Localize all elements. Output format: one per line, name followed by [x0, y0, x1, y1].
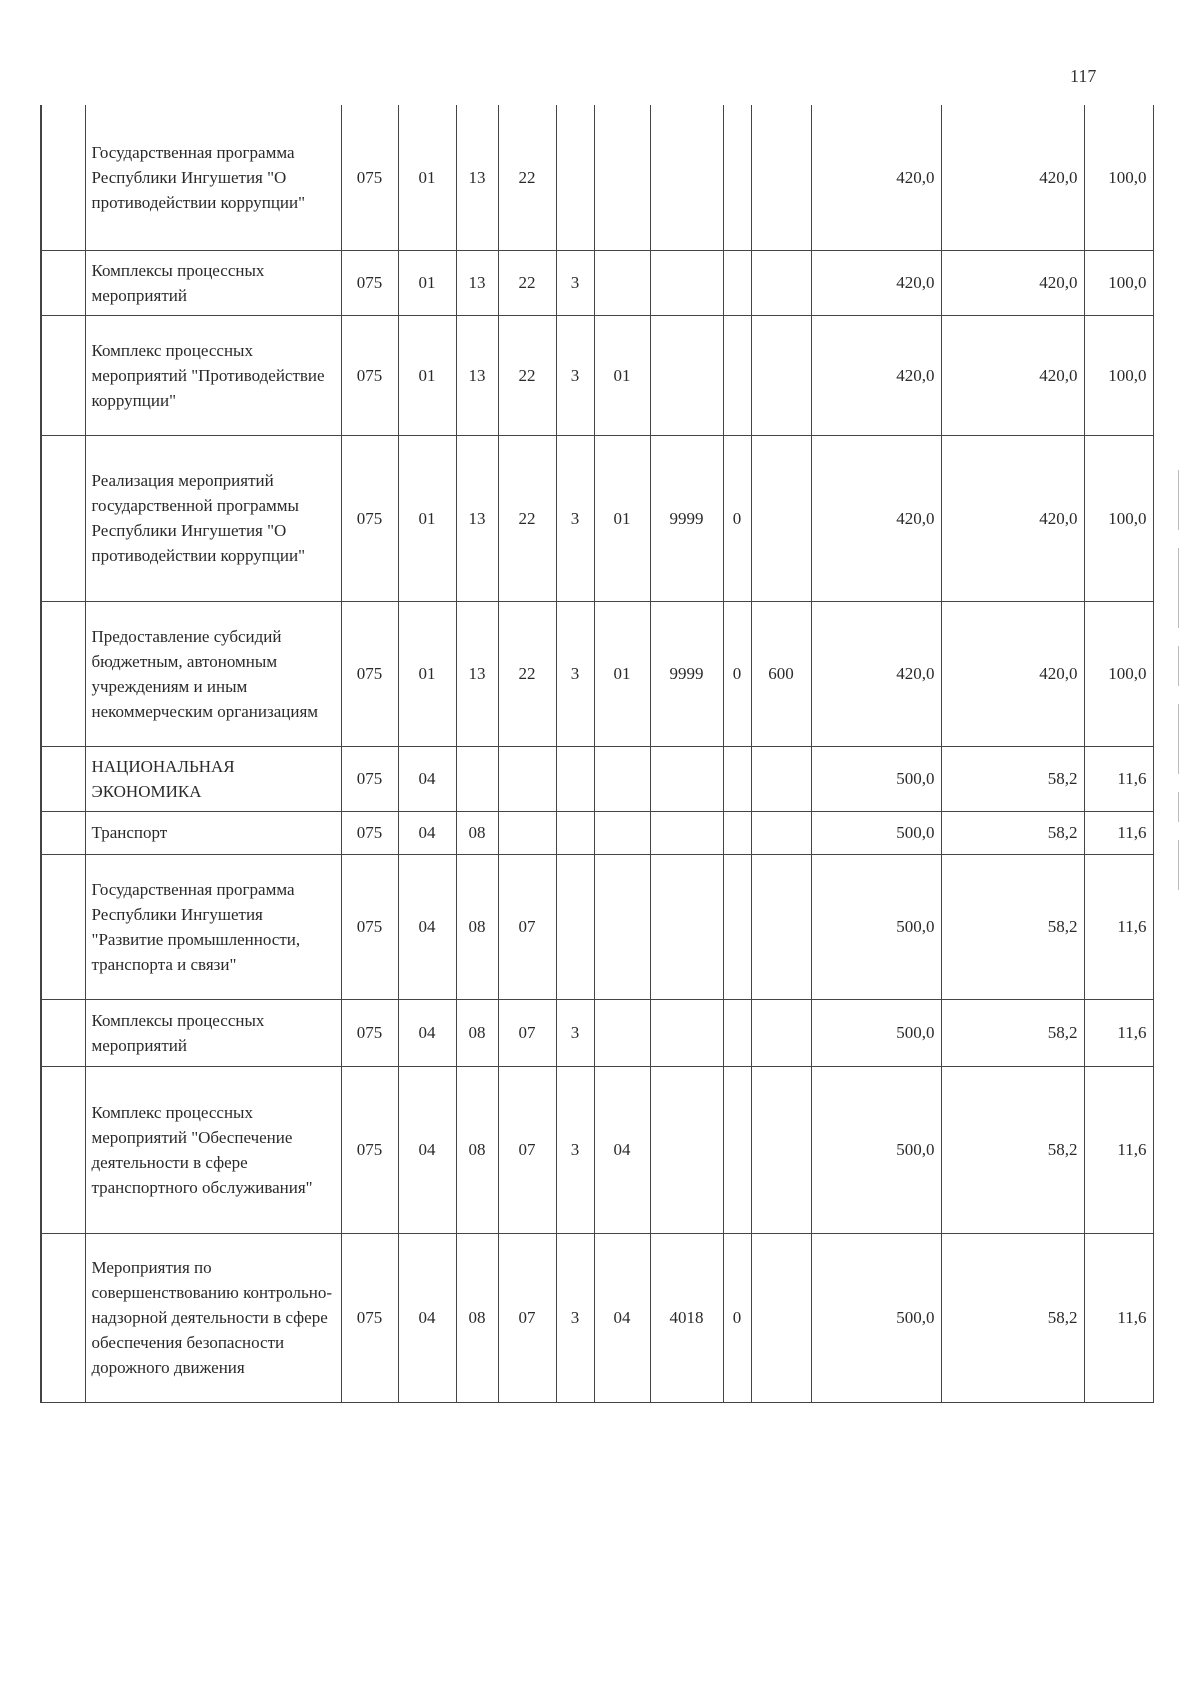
percent-executed: 100,0 [1084, 315, 1153, 435]
code-rz: 04 [398, 1066, 456, 1233]
code-napr [650, 854, 723, 999]
code-prog: 07 [498, 1233, 556, 1402]
code-napr: 9999 [650, 601, 723, 746]
amount-fact: 58,2 [941, 999, 1084, 1066]
amount-fact: 420,0 [941, 250, 1084, 315]
code-napr: 4018 [650, 1233, 723, 1402]
code-pr: 08 [456, 1233, 498, 1402]
code-pr: 13 [456, 315, 498, 435]
code-k [723, 315, 751, 435]
code-prog: 22 [498, 601, 556, 746]
code-osn [594, 811, 650, 854]
code-rz: 04 [398, 999, 456, 1066]
code-napr [650, 105, 723, 250]
code-k [723, 999, 751, 1066]
amount-fact: 420,0 [941, 315, 1084, 435]
table-row [41, 435, 1153, 601]
amount-plan: 500,0 [811, 811, 941, 854]
code-rz: 01 [398, 250, 456, 315]
code-osn [594, 105, 650, 250]
code-sub: 3 [556, 1066, 594, 1233]
code-napr [650, 250, 723, 315]
code-osn [594, 250, 650, 315]
code-napr [650, 315, 723, 435]
code-prog [498, 746, 556, 811]
code-osn [594, 999, 650, 1066]
code-ved: 075 [341, 1066, 398, 1233]
table-row [41, 601, 1153, 746]
code-sub: 3 [556, 435, 594, 601]
code-sub [556, 746, 594, 811]
amount-plan: 420,0 [811, 250, 941, 315]
code-pr: 08 [456, 1066, 498, 1233]
amount-plan: 420,0 [811, 105, 941, 250]
code-vr: 600 [751, 601, 811, 746]
row-spacer-cell [41, 1233, 85, 1402]
code-k: 0 [723, 1233, 751, 1402]
amount-fact: 420,0 [941, 105, 1084, 250]
code-sub: 3 [556, 1233, 594, 1402]
code-k [723, 105, 751, 250]
percent-executed: 11,6 [1084, 811, 1153, 854]
page-number: 117 [1070, 66, 1097, 86]
code-rz: 01 [398, 601, 456, 746]
code-napr [650, 1066, 723, 1233]
percent-executed: 11,6 [1084, 854, 1153, 999]
row-name: Реализация мероприятий государственной программы Республики Ингушетия "О противодействии коррупции" [85, 435, 341, 601]
code-vr [751, 1233, 811, 1402]
code-vr [751, 854, 811, 999]
table-row [41, 746, 1153, 811]
table-row [41, 811, 1153, 854]
code-k [723, 811, 751, 854]
code-k [723, 746, 751, 811]
code-ved: 075 [341, 999, 398, 1066]
code-napr: 9999 [650, 435, 723, 601]
amount-plan: 500,0 [811, 1233, 941, 1402]
code-rz: 04 [398, 811, 456, 854]
code-vr [751, 1066, 811, 1233]
table-row [41, 250, 1153, 315]
amount-fact: 420,0 [941, 435, 1084, 601]
code-prog: 22 [498, 315, 556, 435]
code-k [723, 854, 751, 999]
code-ved: 075 [341, 811, 398, 854]
code-ved: 075 [341, 1233, 398, 1402]
code-sub [556, 105, 594, 250]
row-name: Мероприятия по совершенствованию контрольно-надзорной деятельности в сфере обеспечения безопасности дорожного движения [85, 1233, 341, 1402]
row-name: Государственная программа Республики Ингушетия "О противодействии коррупции" [85, 105, 341, 250]
code-ved: 075 [341, 746, 398, 811]
row-name: НАЦИОНАЛЬНАЯ ЭКОНОМИКА [85, 746, 341, 811]
code-vr [751, 250, 811, 315]
code-pr: 08 [456, 999, 498, 1066]
code-napr [650, 811, 723, 854]
code-sub: 3 [556, 601, 594, 746]
row-spacer-cell [41, 601, 85, 746]
scan-margin-marks [1178, 470, 1180, 1470]
table-row [41, 105, 1153, 250]
code-prog: 22 [498, 105, 556, 250]
code-vr [751, 811, 811, 854]
code-osn: 01 [594, 315, 650, 435]
code-osn: 04 [594, 1066, 650, 1233]
code-ved: 075 [341, 105, 398, 250]
row-spacer-cell [41, 250, 85, 315]
table-row [41, 1233, 1153, 1402]
code-ved: 075 [341, 601, 398, 746]
budget-table [40, 105, 1154, 1403]
code-prog: 22 [498, 250, 556, 315]
code-sub: 3 [556, 999, 594, 1066]
code-k: 0 [723, 435, 751, 601]
amount-fact: 58,2 [941, 1066, 1084, 1233]
code-rz: 01 [398, 435, 456, 601]
amount-plan: 420,0 [811, 435, 941, 601]
row-name: Комплекс процессных мероприятий "Обеспечение деятельности в сфере транспортного обслуживания" [85, 1066, 341, 1233]
row-name: Транспорт [85, 811, 341, 854]
code-vr [751, 435, 811, 601]
percent-executed: 100,0 [1084, 601, 1153, 746]
code-sub: 3 [556, 315, 594, 435]
table-row [41, 1066, 1153, 1233]
amount-plan: 500,0 [811, 999, 941, 1066]
row-name: Государственная программа Республики Ингушетия "Развитие промышленности, транспорта и связи" [85, 854, 341, 999]
code-napr [650, 999, 723, 1066]
percent-executed: 11,6 [1084, 1066, 1153, 1233]
row-name: Комплекс процессных мероприятий "Противодействие коррупции" [85, 315, 341, 435]
table-body [41, 105, 1153, 1402]
table-row [41, 315, 1153, 435]
code-osn [594, 854, 650, 999]
code-pr: 08 [456, 811, 498, 854]
code-sub: 3 [556, 250, 594, 315]
code-prog: 22 [498, 435, 556, 601]
amount-fact: 58,2 [941, 1233, 1084, 1402]
row-spacer-cell [41, 315, 85, 435]
code-k [723, 250, 751, 315]
row-spacer-cell [41, 999, 85, 1066]
code-prog: 07 [498, 1066, 556, 1233]
code-sub [556, 811, 594, 854]
percent-executed: 11,6 [1084, 999, 1153, 1066]
code-pr: 13 [456, 601, 498, 746]
percent-executed: 11,6 [1084, 1233, 1153, 1402]
code-pr: 13 [456, 250, 498, 315]
row-name: Предоставление субсидий бюджетным, автономным учреждениям и иным некоммерческим организациям [85, 601, 341, 746]
code-rz: 01 [398, 315, 456, 435]
code-vr [751, 746, 811, 811]
code-pr: 13 [456, 105, 498, 250]
amount-fact: 58,2 [941, 811, 1084, 854]
table-row [41, 854, 1153, 999]
code-vr [751, 315, 811, 435]
table-row [41, 999, 1153, 1066]
amount-plan: 500,0 [811, 746, 941, 811]
code-pr: 08 [456, 854, 498, 999]
row-spacer-cell [41, 435, 85, 601]
code-pr [456, 746, 498, 811]
row-spacer-cell [41, 1066, 85, 1233]
code-ved: 075 [341, 250, 398, 315]
amount-plan: 420,0 [811, 601, 941, 746]
code-vr [751, 999, 811, 1066]
code-rz: 04 [398, 854, 456, 999]
code-ved: 075 [341, 435, 398, 601]
code-ved: 075 [341, 854, 398, 999]
code-vr [751, 105, 811, 250]
amount-fact: 58,2 [941, 854, 1084, 999]
code-sub [556, 854, 594, 999]
code-osn: 01 [594, 601, 650, 746]
code-napr [650, 746, 723, 811]
code-k [723, 1066, 751, 1233]
row-spacer-cell [41, 811, 85, 854]
amount-plan: 500,0 [811, 854, 941, 999]
amount-fact: 420,0 [941, 601, 1084, 746]
code-k: 0 [723, 601, 751, 746]
code-ved: 075 [341, 315, 398, 435]
row-spacer-cell [41, 105, 85, 250]
percent-executed: 100,0 [1084, 250, 1153, 315]
code-osn: 04 [594, 1233, 650, 1402]
code-rz: 04 [398, 1233, 456, 1402]
amount-plan: 500,0 [811, 1066, 941, 1233]
code-pr: 13 [456, 435, 498, 601]
amount-plan: 420,0 [811, 315, 941, 435]
code-osn [594, 746, 650, 811]
percent-executed: 100,0 [1084, 435, 1153, 601]
percent-executed: 11,6 [1084, 746, 1153, 811]
percent-executed: 100,0 [1084, 105, 1153, 250]
amount-fact: 58,2 [941, 746, 1084, 811]
row-name: Комплексы процессных мероприятий [85, 250, 341, 315]
code-prog: 07 [498, 999, 556, 1066]
row-spacer-cell [41, 854, 85, 999]
row-name: Комплексы процессных мероприятий [85, 999, 341, 1066]
row-spacer-cell [41, 746, 85, 811]
code-prog: 07 [498, 854, 556, 999]
code-prog [498, 811, 556, 854]
code-osn: 01 [594, 435, 650, 601]
code-rz: 01 [398, 105, 456, 250]
code-rz: 04 [398, 746, 456, 811]
